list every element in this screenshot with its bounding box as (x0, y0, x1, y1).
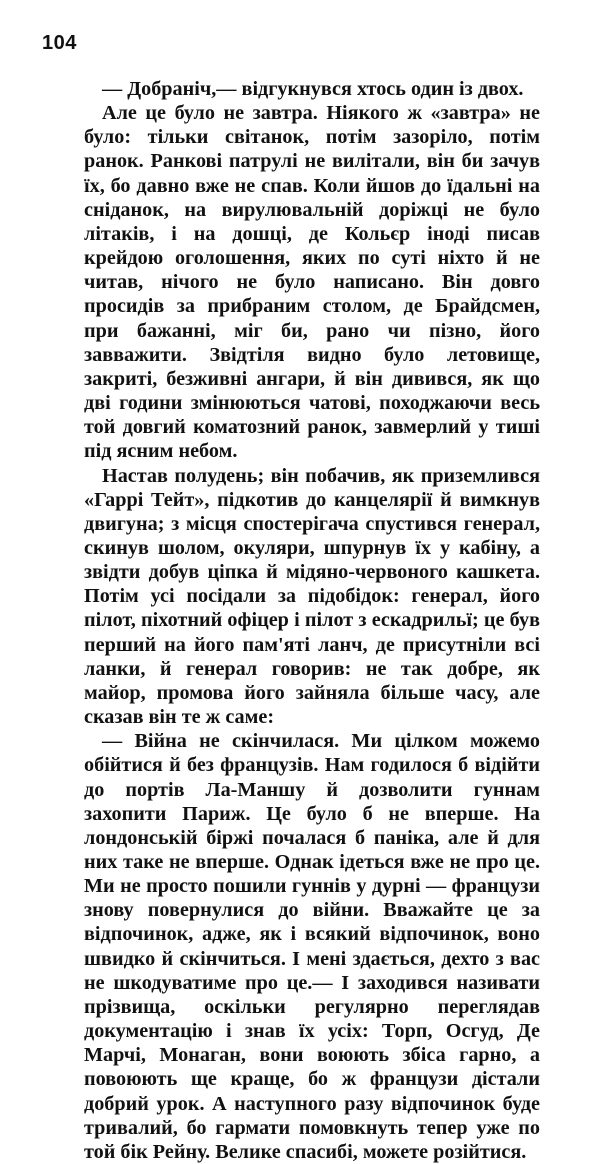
paragraph: — Війна не скінчилася. Ми цілком можемо обійтися й без французів. Нам годилося б відійти до портів Ла-Маншу й дозволити гуннам захопити Париж. Це було б не вперше. На лондонській біржі почалася б паніка, але й для них таке не вперше. Однак ідеться вже не про це. Ми не просто пошили гуннів у дурні — французи знову повернулися до війни. Вважайте це за відпочинок, адже, як і всякий відпочинок, воно швидко й скінчиться. І мені здається, дехто з вас не шкодуватиме про це.— І заходився називати прізвища, оскільки регулярно переглядав документацію і знав їх усіх: Торп, Осгуд, Де Марчі, Монаган, вони воюють збіса гарно, а повоюють ще краще, бо ж французи дістали добрий урок. А наступного разу відпочинок буде тривалий, бо гармати помовкнуть тепер уже по той бік Рейну. Велике спасибі, можете розійтися. (84, 730, 540, 1163)
body-text (84, 77, 540, 1164)
page-number: 104 (42, 32, 77, 54)
paragraph: Але це було не завтра. Ніякого ж «завтра» не було: тільки світанок, потім зазоріло, потім ранок. Ранкові патрулі не вилітали, він би зачув їх, бо давно вже не спав. Коли йшов до їдальні на сніданок, на вирулювальній доріжці не було літаків, і на дошці, де Кольєр іноді писав крейдою оголошення, яких по суті ніхто й не читав, нічого не було написано. Він довго просидів за прибраним столом, де Брайдсмен, при бажанні, міг би, рано чи пізно, його завважити. Звідтіля видно було летовище, закриті, безживні ангари, й він дивився, як що дві години змінюються чатові, походжаючи весь той довгий коматозний ранок, завмерлий у тиші під ясним небом. (84, 102, 540, 463)
paragraph: Настав полудень; він побачив, як приземлився «Гаррі Тейт», підкотив до канцелярії й вимкнув двигуна; з місця спостерігача спустився генерал, скинув шолом, окуляри, шпурнув їх у кабіну, а звідти добув ціпка й мідяно-червоного кашкета. Потім усі посідали за підобідок: генерал, його пілот, піхотний офіцер і пілот з ескадрильї; це був перший на його пам'яті ланч, де присутніли всі ланки, й генерал говорив: не так добре, як майор, промова його зайняла більше часу, але сказав він те ж саме: (84, 464, 540, 729)
paragraph: — Добраніч,— відгукнувся хтось один із двох. (102, 78, 524, 100)
